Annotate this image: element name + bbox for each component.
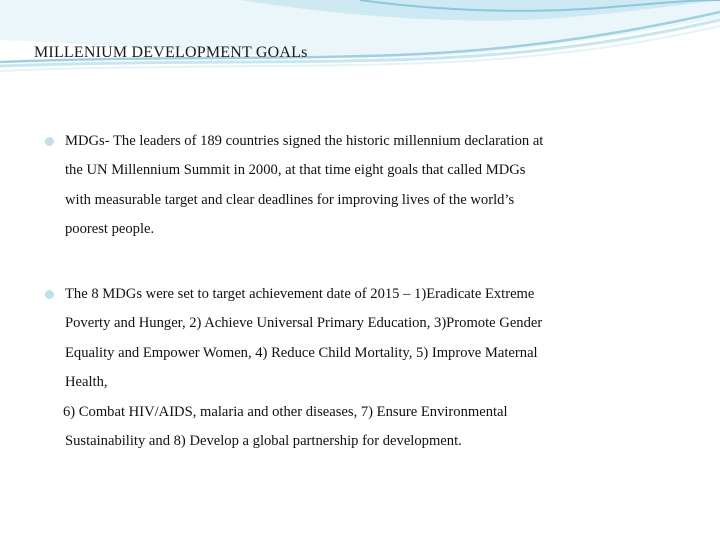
bullet-2-line-2: Poverty and Hunger, 2) Achieve Universal Primary Education, 3)Promote Gender xyxy=(65,315,543,331)
bullet-1-line-4: poorest people. xyxy=(65,221,155,237)
bullet-1-line-1: MDGs- The leaders of 189 countries signed the historic millennium declaration at xyxy=(65,133,544,149)
bullet-2-line-5: 6) Combat HIV/AIDS, malaria and other diseases, 7) Ensure Environmental xyxy=(63,404,508,420)
bullet-2-line-4: Health, xyxy=(65,374,108,390)
bullet-dot-icon xyxy=(45,137,54,146)
bullet-2-line-6: Sustainability and 8) Develop a global partnership for development. xyxy=(65,433,462,449)
bullet-1-line-3: with measurable target and clear deadlines for improving lives of the world’s xyxy=(65,192,515,208)
slide-title: MILLENIUM DEVELOPMENT GOALs xyxy=(34,44,308,61)
bullet-1-line-2: the UN Millennium Summit in 2000, at that time eight goals that called MDGs xyxy=(65,162,526,178)
bullet-2-line-3: Equality and Empower Women, 4) Reduce Child Mortality, 5) Improve Maternal xyxy=(65,345,538,361)
bullet-2-line-1: The 8 MDGs were set to target achievement date of 2015 – 1)Eradicate Extreme xyxy=(65,286,535,302)
bullet-dot-icon xyxy=(45,290,54,299)
